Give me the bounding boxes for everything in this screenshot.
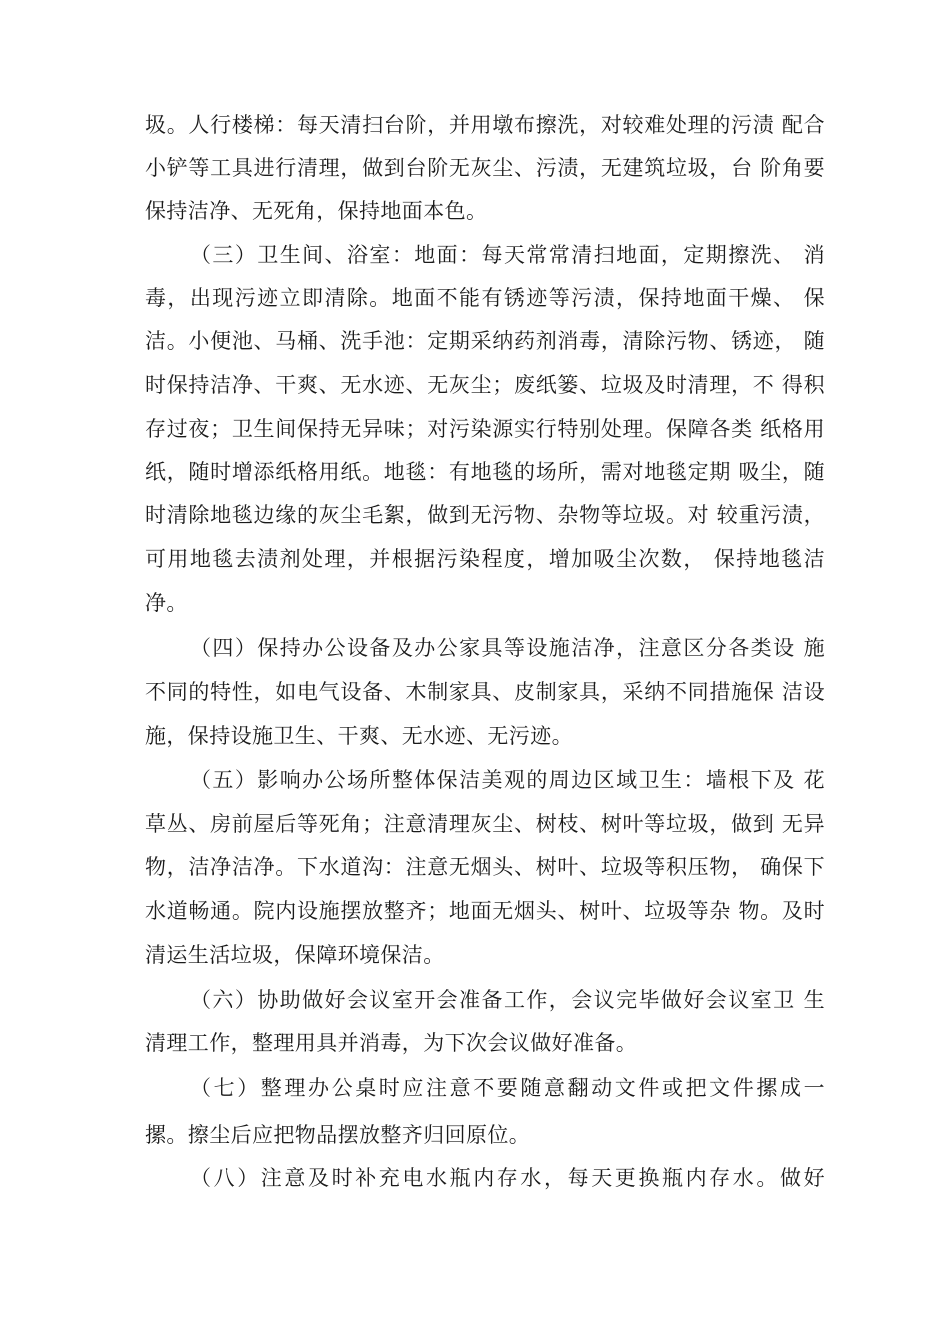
text-line: 不同的特性，如电气设备、木制家具、皮制家具，采纳不同措施保 洁设	[145, 680, 825, 704]
paragraph-heading-6: （六）协助做好会议室开会准备工作，会议完毕做好会议室卫 生	[190, 988, 825, 1012]
text-line: 存过夜；卫生间保持无异味；对污染源实行特别处理。保障各类 纸格用	[145, 417, 825, 441]
text-line: 时保持洁净、干爽、无水迹、无灰尘；废纸篓、垃圾及时清理，不 得积	[145, 373, 825, 397]
text-line: 圾。人行楼梯：每天清扫台阶，并用墩布擦洗，对较难处理的污渍 配合	[145, 113, 825, 137]
text-line: 保持洁净、无死角，保持地面本色。	[145, 199, 488, 223]
text-line: 草丛、房前屋后等死角；注意清理灰尘、树枝、树叶等垃圾，做到 无异	[145, 812, 825, 836]
text-line: 可用地毯去渍剂处理，并根据污染程度，增加吸尘次数， 保持地毯洁	[145, 547, 825, 571]
text-line: 清运生活垃圾，保障环境保洁。	[145, 943, 445, 967]
text-line: 物，洁净洁净。下水道沟：注意无烟头、树叶、垃圾等积压物， 确保下	[145, 855, 825, 879]
text-line: 水道畅通。院内设施摆放整齐；地面无烟头、树叶、垃圾等杂 物。及时	[145, 899, 825, 923]
text-line: 摞。擦尘后应把物品摆放整齐归回原位。	[145, 1123, 531, 1147]
paragraph-heading-8: （八）注意及时补充电水瓶内存水，每天更换瓶内存水。做好	[190, 1166, 825, 1190]
paragraph-heading-3: （三）卫生间、浴室：地面：每天常常清扫地面，定期擦洗、 消	[190, 243, 825, 267]
text-line: 净。	[145, 591, 188, 615]
text-line: 纸，随时增添纸格用纸。地毯：有地毯的场所，需对地毯定期 吸尘，随	[145, 460, 825, 484]
text-line: 清理工作，整理用具并消毒，为下次会议做好准备。	[145, 1031, 638, 1055]
paragraph-heading-7: （七）整理办公桌时应注意不要随意翻动文件或把文件摞成一	[190, 1076, 825, 1100]
text-line: 施，保持设施卫生、干爽、无水迹、无污迹。	[145, 724, 573, 748]
text-line: 小铲等工具进行清理，做到台阶无灰尘、污渍，无建筑垃圾，台 阶角要	[145, 156, 825, 180]
text-line: 毒，出现污迹立即清除。地面不能有锈迹等污渍，保持地面干燥、 保	[145, 286, 825, 310]
paragraph-heading-5: （五）影响办公场所整体保洁美观的周边区域卫生：墙根下及 花	[190, 768, 825, 792]
text-line: 洁。小便池、马桶、洗手池：定期采纳药剂消毒，清除污物、锈迹， 随	[145, 329, 825, 353]
paragraph-heading-4: （四）保持办公设备及办公家具等设施洁净，注意区分各类设 施	[190, 636, 825, 660]
text-line: 时清除地毯边缘的灰尘毛絮，做到无污物、杂物等垃圾。对 较重污渍，	[145, 503, 825, 527]
